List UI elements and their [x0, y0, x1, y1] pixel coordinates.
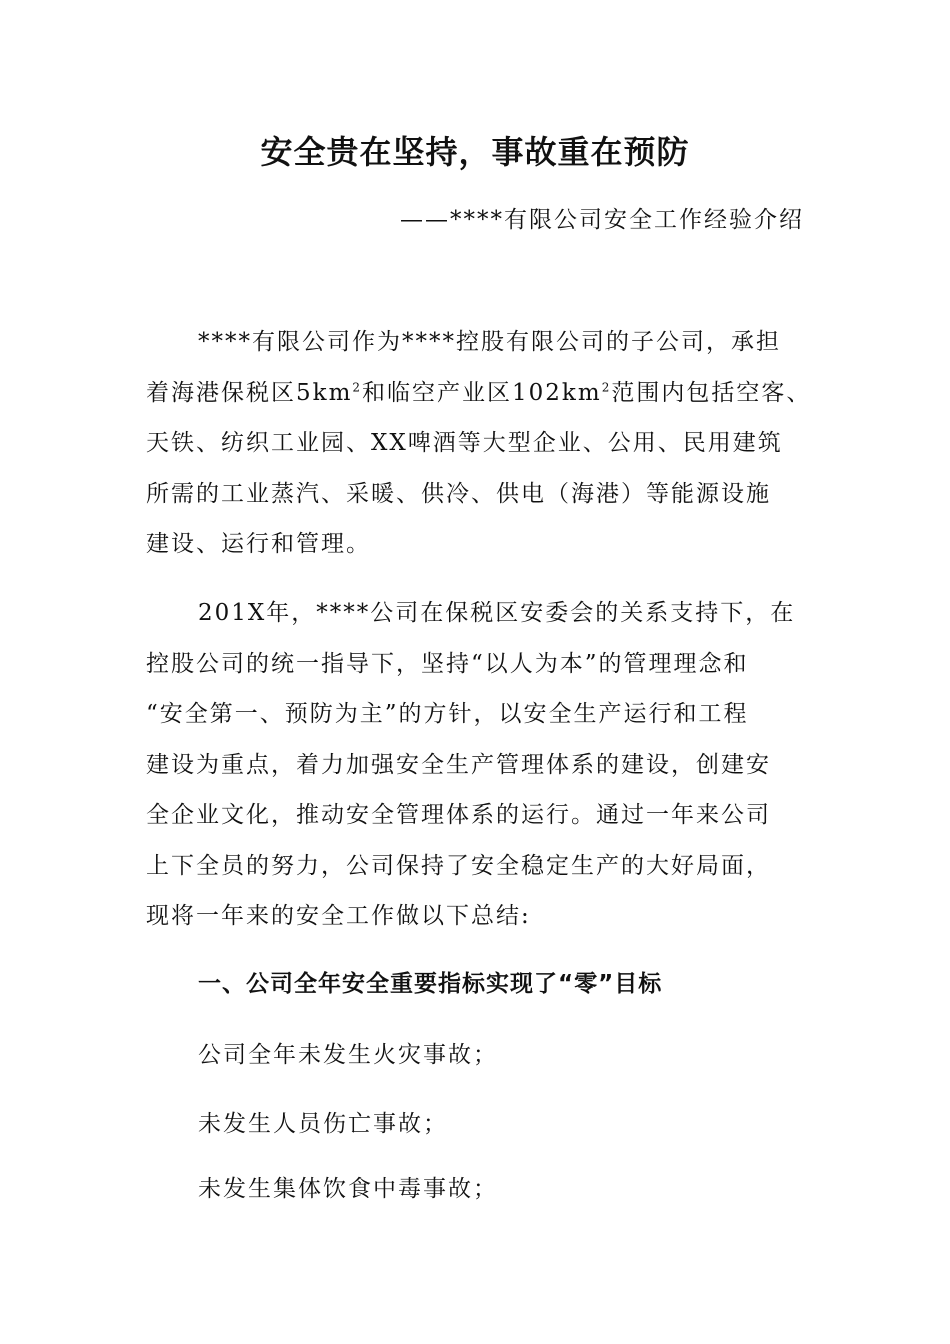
- paragraph-line: 全企业文化，推动安全管理体系的运行。通过一年来公司: [146, 802, 771, 828]
- document-title: 安全贵在坚持，事故重在预防: [260, 133, 690, 171]
- paragraph-line: 201X年，****公司在保税区安委会的关系支持下，在: [198, 600, 796, 626]
- paragraph-line: 天铁、纺织工业园、XX啤酒等大型企业、公用、民用建筑: [146, 430, 783, 456]
- superscript: 2: [601, 379, 612, 394]
- paragraph-intro: [146, 317, 812, 570]
- paragraph-summary: [146, 588, 806, 942]
- paragraph-line: 建设、运行和管理。: [146, 531, 371, 557]
- paragraph-line: 所需的工业蒸汽、采暖、供冷、供电（海港）等能源设施: [146, 480, 771, 507]
- list-item: 未发生集体饮食中毒事故；: [198, 1176, 498, 1202]
- text-segment: 和临空产业区102km: [362, 379, 602, 406]
- paragraph-line: “安全第一、预防为主”的方针，以安全生产运行和工程: [146, 701, 749, 727]
- paragraph-line: ****有限公司作为****控股有限公司的子公司，承担: [198, 329, 781, 355]
- section-heading: 一、公司全年安全重要指标实现了“零”目标: [198, 971, 663, 997]
- paragraph-line: [146, 368, 812, 419]
- paragraph-line: 建设为重点，着力加强安全生产管理体系的建设，创建安: [146, 751, 771, 778]
- superscript: 2: [352, 379, 363, 394]
- paragraph-line: 现将一年来的安全工作做以下总结:: [146, 903, 531, 929]
- paragraph-line: 控股公司的统一指导下，坚持“以人为本”的管理理念和: [146, 650, 749, 677]
- document-subtitle: ——****有限公司安全工作经验介绍: [400, 207, 804, 233]
- text-segment: 范围内包括空客、: [611, 379, 812, 406]
- text-segment: 着海港保税区5km: [146, 379, 353, 406]
- list-item: 未发生人员伤亡事故；: [198, 1111, 448, 1137]
- paragraph-line: 上下全员的努力，公司保持了安全稳定生产的大好局面，: [146, 852, 771, 879]
- list-item: 公司全年未发生火灾事故；: [198, 1042, 498, 1068]
